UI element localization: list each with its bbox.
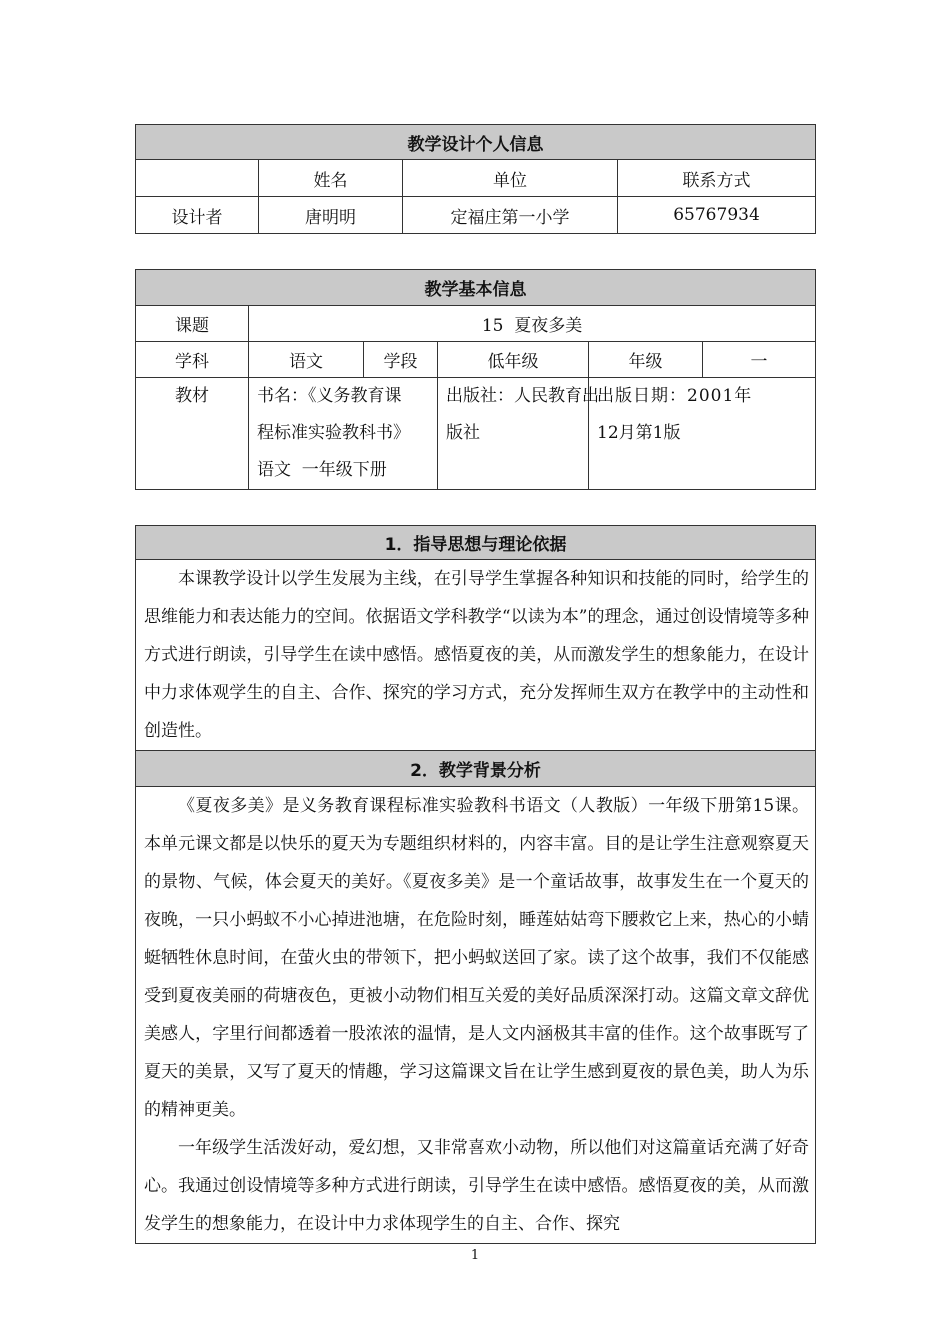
- book-line-1: 书名：《义务教育课: [257, 386, 402, 406]
- designer-label: 设计者: [136, 197, 259, 234]
- section2-para2: 一年级学生活泼好动，爱幻想，又非常喜欢小动物，所以他们对这篇童话充满了好奇心。我通过创设情境等多种方式进行朗读，引导学生在读中感悟。感悟夏夜的美，从而激发学生的想象能力，在设计中力求体现学生的自主、合作、探究: [144, 1138, 809, 1234]
- publisher-line-1: 出版社：人民教育出: [446, 386, 599, 406]
- topic-value: 15 夏夜多美: [249, 306, 816, 342]
- grade-label: 年级: [589, 342, 703, 378]
- date-line-1: 出版日期：2001年: [597, 386, 753, 406]
- stage-label: 学段: [364, 342, 438, 378]
- section2-body: [136, 787, 816, 1244]
- subject-value: 语文: [249, 342, 364, 378]
- header-name: 姓名: [259, 160, 403, 197]
- material-publisher: [438, 378, 599, 490]
- header-unit: 单位: [403, 160, 618, 197]
- grade-value: 一: [703, 342, 816, 378]
- section1-title: 1．指导思想与理论依据: [136, 526, 816, 560]
- section2-para1: 《夏夜多美》是义务教育课程标准实验教科书语文（人教版）一年级下册第15课。本单元课文都是以快乐的夏天为专题组织材料的，内容丰富。目的是让学生注意观察夏天的景物、气候，体会夏天的美好。《夏夜多美》是一个童话故事，故事发生在一个夏天的夜晚，一只小蚂蚁不小心掉进池塘，在危险时刻，睡莲姑姑弯下腰救它上来，热心的小蜻蜓牺牲休息时间，在萤火虫的带领下，把小蚂蚁送回了家。读了这个故事，我们不仅能感受到夏夜美丽的荷塘夜色，更被小动物们相互关爱的美好品质深深打动。这篇文章文辞优美感人，字里行间都透着一股浓浓的温情，是人文内涵极其丰富的佳作。这个故事既写了夏天的美景，又写了夏天的情趣，学习这篇课文旨在让学生感到夏夜的景色美，助人为乐的精神更美。: [144, 796, 809, 1120]
- publisher-line-2: 版社: [446, 423, 480, 443]
- subject-label: 学科: [136, 342, 249, 378]
- empty-cell: [136, 160, 259, 197]
- basic-info-table: [135, 269, 816, 490]
- date-line-2: 12月第1版: [597, 423, 681, 443]
- personal-info-title: 教学设计个人信息: [136, 125, 816, 160]
- designer-unit: 定福庄第一小学: [403, 197, 618, 234]
- material-book: [249, 378, 438, 490]
- material-date: [589, 378, 816, 490]
- section1-text: 本课教学设计以学生发展为主线，在引导学生掌握各种知识和技能的同时，给学生的思维能力和表达能力的空间。依据语文学科教学“以读为本”的理念，通过创设情境等多种方式进行朗读，引导学生在读中感悟。感悟夏夜的美，从而激发学生的想象能力，在设计中力求体观学生的自主、合作、探究的学习方式，充分发挥师生双方在教学中的主动性和创造性。: [144, 569, 809, 741]
- page-number: 1: [470, 1248, 480, 1263]
- header-contact: 联系方式: [618, 160, 816, 197]
- section1-body: [136, 560, 816, 751]
- analysis-table: [135, 525, 816, 1244]
- designer-contact: 65767934: [618, 197, 816, 234]
- material-label: 教材: [136, 378, 249, 490]
- designer-name: 唐明明: [259, 197, 403, 234]
- stage-value: 低年级: [438, 342, 589, 378]
- basic-info-title: 教学基本信息: [136, 270, 816, 306]
- topic-label: 课题: [136, 306, 249, 342]
- book-line-2: 程标准实验教科书》: [257, 423, 410, 443]
- book-line-3: 语文 一年级下册: [257, 460, 387, 480]
- personal-info-table: [135, 124, 816, 234]
- section2-title: 2．教学背景分析: [136, 751, 816, 787]
